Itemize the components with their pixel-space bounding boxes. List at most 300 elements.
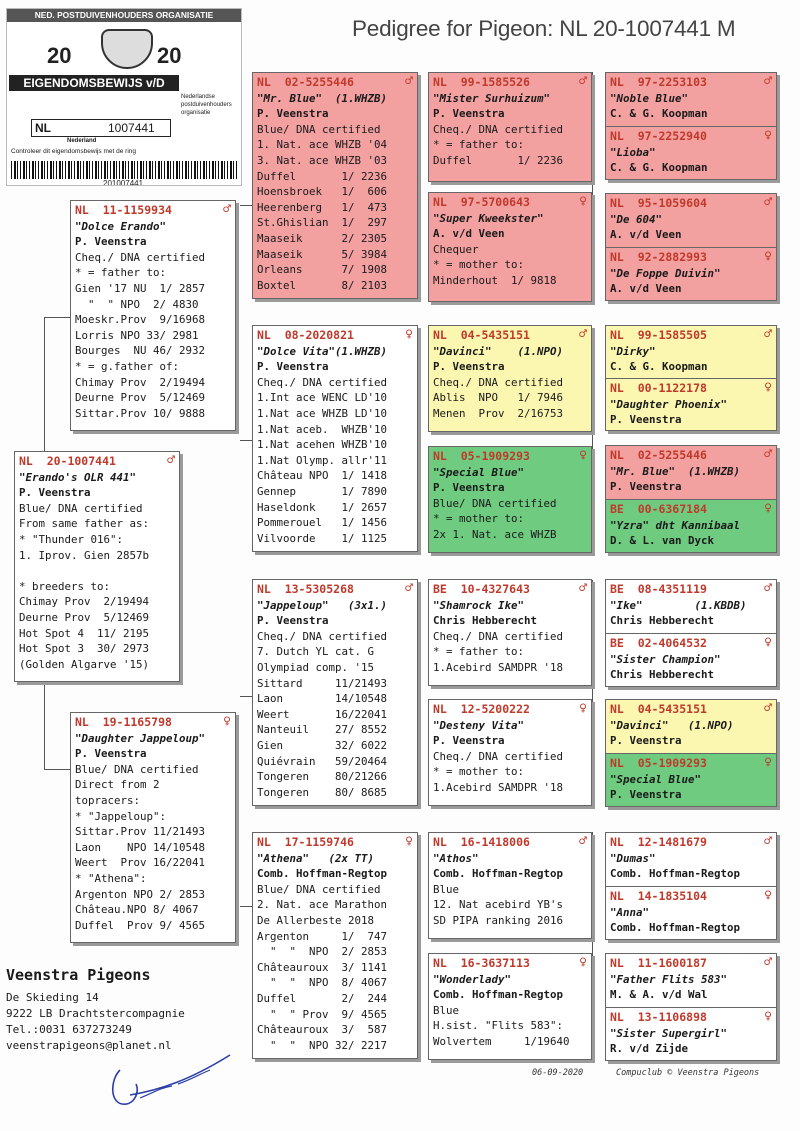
card-line: Duffel 1/ 2236 [257,169,388,183]
card-line: Pommerouel 1/ 1456 [257,516,388,530]
signature-icon [100,1040,240,1120]
card-line: Olympiad comp. '15 [257,660,375,674]
card-line: Sittard 11/21493 [257,676,388,690]
owner-name: P. Veenstra [257,614,329,628]
sex-icon: ♀ [764,129,772,143]
owner-name: Chris Hebberecht [433,614,538,628]
certificate-title: EIGENDOMSBEWIJS v/D RING [9,75,179,91]
card-line: Blue/ DNA certified [19,501,143,515]
g4-pair-4 [605,445,777,553]
card-line: 2x 1. Nat. ace WHZB [433,527,557,541]
connector-line [240,696,252,697]
pigeon-name: "Athena" (2x TT) [257,851,375,865]
g3-card-2 [428,192,592,302]
pigeon-name: "Erando's OLR 441" [19,470,137,484]
ancestor-entry [606,126,776,179]
pigeon-name: "De Foppe Duivin" [610,266,721,280]
owner-name: Comb. Hoffman-Regtop [433,988,564,1002]
card-line: 1.Nat acehen WHZB'10 [257,438,388,452]
owner-name: D. & L. van Dyck [610,534,715,548]
sex-icon: ♀ [579,956,587,970]
card-line: Boxtel 8/ 2103 [257,278,388,292]
ring-number: NL 16-1418006 [433,835,530,849]
sex-icon: ♂ [764,582,772,596]
card-line: Sittar.Prov 10/ 9888 [75,406,206,420]
card-line: 1. Iprov. Gien 2857b [19,548,150,562]
sire-dam-card [252,325,418,552]
sex-icon: ♀ [405,835,413,849]
card-line: * = father to: [75,266,167,280]
card-line: * = mother to: [433,765,525,779]
card-line: Château.NPO 8/ 4067 [75,903,199,917]
subject-card [14,451,180,682]
ancestor-entry [606,1007,776,1060]
ring-number: NL 20-1007441 [19,454,116,468]
card-header [257,835,413,851]
card-line: Cheq./ DNA certified [75,250,206,264]
card-line [19,563,175,579]
owner-name: Comb. Hoffman-Regtop [610,921,741,935]
card-line: Chimay Prov 2/19494 [75,375,206,389]
card-line: Hot Spot 4 11/ 2195 [19,626,150,640]
card-header [610,196,772,212]
owner-name: P. Veenstra [433,734,505,748]
g3-card-8 [428,953,592,1060]
card-line: " " NPO 2/ 2853 [257,945,388,959]
card-line: Weert 16/22041 [257,707,388,721]
ring-number: BE 10-4327643 [433,582,530,596]
certificate-year-right: 20 [157,43,182,68]
card-line: Château NPO 1/ 1418 [257,469,388,483]
sex-icon: ♀ [405,328,413,342]
pigeon-name: "Sister Champion" [610,652,721,666]
card-line: Ablis NPO 1/ 7946 [433,391,564,405]
card-header [610,1010,772,1026]
card-line: * "Jappeloup": [75,809,167,823]
certificate-ring-number [31,119,171,137]
card-line: Deurne Prov 5/12469 [75,391,206,405]
card-line: Deurne Prov 5/12469 [19,610,150,624]
ring-number: NL 99-1585526 [433,75,530,89]
pigeon-name: "Lioba" [610,145,656,159]
g3-card-5 [428,579,592,686]
ring-number: NL 12-1481679 [610,835,707,849]
ring-number: NL 11-1159934 [75,203,172,217]
card-line: (Golden Algarve '15) [19,657,150,671]
card-line: Hot Spot 3 30/ 2973 [19,642,150,656]
ancestor-entry [606,378,776,430]
card-line: Orleans 7/ 1908 [257,263,388,277]
pigeon-name: "Wonderlady" [433,972,512,986]
ancestor-entry [606,326,776,378]
card-header [75,715,231,731]
card-line: From same father as: [19,517,150,531]
barcode [11,161,239,179]
card-line: 1.Int ace WENC LD'10 [257,391,388,405]
card-line: Châteauroux 3/ 1141 [257,960,388,974]
card-header [610,636,772,652]
g4-pair-8 [605,953,777,1061]
pigeon-name: "Special Blue" [610,772,702,786]
dam-sire-card [252,579,418,806]
card-line: Lorris NPO 33/ 2981 [75,328,199,342]
card-header [433,956,587,972]
card-line: * = mother to: [433,258,525,272]
sire-sire-card [252,72,418,299]
card-header [433,328,587,344]
sex-icon: ♀ [764,502,772,516]
sex-icon: ♂ [579,328,587,342]
owner-name: P. Veenstra [257,107,329,121]
ancestor-entry [606,499,776,552]
connector-line [592,328,593,554]
card-line: Heerenberg 1/ 473 [257,200,388,214]
card-header [610,75,772,91]
owner-name: P. Veenstra [610,788,682,802]
ring-number: NL 97-2252940 [610,129,707,143]
card-header [75,203,231,219]
card-line: " " NPO 32/ 2217 [257,1038,388,1052]
card-line: Chimay Prov 2/19494 [19,595,150,609]
card-header [610,328,772,344]
card-line: Duffel 1/ 2236 [433,153,564,167]
owner-name: C. & G. Koopman [610,161,708,175]
owner-name: P. Veenstra [75,235,147,249]
card-line: 1.Acebird SAMDPR '18 [433,780,564,794]
card-line: * breeders to: [19,579,111,593]
owner-name: P. Veenstra [257,360,329,374]
connector-line [592,580,593,806]
breeder-name: Veenstra Pigeons [6,966,151,984]
certificate-country: Nederland [67,138,97,144]
lion-crest-icon [101,29,153,69]
ancestor-entry [606,194,776,247]
sex-icon: ♀ [579,702,587,716]
card-line: Cheq./ DNA certified [433,375,564,389]
g4-pair-2 [605,193,777,301]
card-line: Tongeren 80/ 8685 [257,785,388,799]
owner-name: P. Veenstra [610,480,682,494]
card-line: Direct from 2 [75,778,160,792]
card-header [610,381,772,397]
ring-number: NL 00-1122178 [610,381,707,395]
sex-icon: ♀ [764,1010,772,1024]
owner-name: Comb. Hoffman-Regtop [433,867,564,881]
owner-name: P. Veenstra [433,360,505,374]
card-header [19,454,175,470]
ancestor-entry [606,954,776,1007]
mother-card [70,712,236,943]
card-line: Quiévrain 59/20464 [257,754,388,768]
card-line: Blue/ DNA certified [257,122,381,136]
pigeon-name: "Anna" [610,905,650,919]
ring-number: NL 97-5700643 [433,195,530,209]
card-line: Cheq./ DNA certified [257,629,388,643]
pigeon-name: "Shamrock Ike" [433,598,525,612]
ancestor-entry [606,700,776,753]
owner-name: M. & A. v/d Wal [610,988,708,1002]
card-line: Duffel Prov 9/ 4565 [75,918,206,932]
connector-line [240,205,252,206]
ring-number: NL 14-1835104 [610,889,707,903]
card-header [433,449,587,465]
g4-pair-7 [605,832,777,940]
g3-card-3 [428,325,592,432]
card-header [433,582,587,598]
owner-name: P. Veenstra [610,734,682,748]
card-line: Vilvoorde 1/ 1125 [257,531,388,545]
card-line: 12. Nat acebird YB's [433,898,564,912]
card-line: Blue/ DNA certified [433,496,557,510]
credit: Compuclub © Veenstra Pigeons [616,1068,760,1078]
pigeon-name: "Special Blue" [433,465,525,479]
sex-icon: ♂ [764,328,772,342]
ring-number: NL 05-1909293 [610,756,707,770]
pigeon-name: "Father Flits 583" [610,972,728,986]
card-line: Weert Prov 16/22041 [75,856,206,870]
owner-name: A. v/d Veen [610,282,682,296]
card-line: 1.Nat Olymp. allr'11 [257,453,388,467]
ring-number: NL 16-3637113 [433,956,530,970]
sex-icon: ♂ [764,835,772,849]
g3-card-1 [428,72,592,182]
connector-line [44,769,70,770]
connector-line [240,906,252,907]
card-header [610,448,772,464]
sex-icon: ♂ [764,956,772,970]
ring-number: NL 13-1106898 [610,1010,707,1024]
ring-number: BE 00-6367184 [610,502,707,516]
card-line: Wolvertem 1/19640 [433,1034,570,1048]
card-line: Duffel 2/ 244 [257,991,388,1005]
ancestor-entry [606,247,776,300]
ring-number: NL 02-5255446 [257,75,354,89]
connector-line [592,832,593,1058]
pigeon-name: "Jappeloup" (3x1.) [257,598,388,612]
card-line: SD PIPA ranking 2016 [433,913,564,927]
pigeon-name: "Daughter Jappeloup" [75,731,206,745]
card-header [433,195,587,211]
sex-icon: ♂ [764,75,772,89]
card-header [433,835,587,851]
owner-name: Comb. Hoffman-Regtop [610,867,741,881]
certificate-control-text: Controleer dit eigendomsbewijs met de ring [11,148,137,155]
ancestor-entry [606,73,776,126]
card-line: Sittar.Prov 11/21493 [75,825,206,839]
ring-number: NL 04-5435151 [433,328,530,342]
card-line: Laon NPO 14/10548 [75,840,206,854]
g4-pair-6 [605,699,777,807]
ring-number: 1007441 [108,121,155,135]
card-header [433,702,587,718]
card-line: Nanteuil 27/ 8552 [257,723,388,737]
sex-icon: ♀ [764,250,772,264]
card-header [610,956,772,972]
owner-name: P. Veenstra [610,413,682,427]
owner-name: A. v/d Veen [433,227,505,241]
sex-icon: ♀ [579,195,587,209]
pigeon-name: "Dumas" [610,851,656,865]
ancestor-entry [606,833,776,886]
sex-icon: ♂ [405,75,413,89]
sex-icon: ♂ [223,203,231,217]
pigeon-name: "Sister Supergirl" [610,1026,728,1040]
pigeon-name: "Yzra" dht Kannibaal [610,518,741,532]
card-line: Maaseik 5/ 3984 [257,247,388,261]
certificate-year-left: 20 [47,43,72,68]
card-line: Chequer [433,242,479,256]
sex-icon: ♂ [579,835,587,849]
card-line: Haseldonk 1/ 2657 [257,500,388,514]
ring-number: NL 19-1165798 [75,715,172,729]
pigeon-name: "Noble Blue" [610,91,689,105]
card-line: De Allerbeste 2018 [257,913,375,927]
print-date: 06-09-2020 [532,1068,584,1078]
sex-icon: ♂ [764,196,772,210]
ancestor-entry [606,580,776,633]
owner-name: A. v/d Veen [610,228,682,242]
g4-pair-5 [605,579,777,687]
card-line: 3. Nat. ace WHZB '03 [257,153,388,167]
ancestor-entry [606,886,776,939]
card-line: Cheq./ DNA certified [433,122,564,136]
pigeon-name: "Davinci" (1.NPO) [610,718,734,732]
sex-icon: ♂ [167,454,175,468]
ring-number: NL 13-5305268 [257,582,354,596]
ring-certificate [6,8,242,186]
pigeon-name: "Desteny Vita" [433,718,525,732]
g3-card-6 [428,699,592,806]
card-line: Gien 32/ 6022 [257,738,388,752]
card-header [257,582,413,598]
card-line: * = father to: [433,645,525,659]
ancestor-entry [606,446,776,499]
sex-icon: ♂ [405,582,413,596]
card-line: Argenton 1/ 747 [257,929,388,943]
card-header [610,889,772,905]
address-line-2: 9222 LB Drachtstercompagnie [6,1007,185,1020]
card-line: Gien '17 NU 1/ 2857 [75,281,206,295]
sex-icon: ♂ [764,448,772,462]
certificate-side-text: Nederlandse postduivenhouders organisatie [181,94,232,116]
card-line: Moeskr.Prov 9/16968 [75,313,206,327]
card-line: Blue [433,882,460,896]
owner-name: P. Veenstra [75,747,147,761]
g3-card-7 [428,832,592,939]
card-header [610,502,772,518]
card-line: * "Athena": [75,871,147,885]
card-line: " " Prov 9/ 4565 [257,1007,388,1021]
card-line: 2. Nat. ace Marathon [257,898,388,912]
card-header [610,702,772,718]
ring-number: NL 17-1159746 [257,835,354,849]
card-line: " " NPO 2/ 4830 [75,297,199,311]
ring-number: NL 92-2882993 [610,250,707,264]
pigeon-name: "Dolce Erando" [75,219,167,233]
owner-name: P. Veenstra [433,107,505,121]
card-header [257,75,413,91]
pigeon-name: "Super Kweekster" [433,211,544,225]
barcode-number: 201007441 [103,179,144,186]
ring-number: NL 02-5255446 [610,448,707,462]
sex-icon: ♂ [579,582,587,596]
owner-name: P. Veenstra [19,486,91,500]
card-line: Cheq./ DNA certified [433,749,564,763]
card-line: Bourges NU 46/ 2932 [75,344,206,358]
card-line: topracers: [75,793,141,807]
ring-number: NL 95-1059604 [610,196,707,210]
card-line: 7. Dutch YL cat. G [257,645,375,659]
pigeon-name: "Mr. Blue" (1.WHZB) [610,464,741,478]
ring-number: NL 99-1585505 [610,328,707,342]
sex-icon: ♂ [764,702,772,716]
pigeon-name: "Mister Surhuizum" [433,91,551,105]
pigeon-name: "De 604" [610,212,663,226]
pigeon-name: "Mr. Blue" (1.WHZB) [257,91,388,105]
card-line: St.Ghislian 1/ 297 [257,216,388,230]
page-title: Pedigree for Pigeon: NL 20-1007441 M [352,16,736,41]
sex-icon: ♀ [764,889,772,903]
ring-number: NL 11-1600187 [610,956,707,970]
card-header [433,75,587,91]
card-line: Châteauroux 3/ 587 [257,1023,388,1037]
owner-name: Chris Hebberecht [610,614,715,628]
card-header [610,582,772,598]
ring-number: BE 08-4351119 [610,582,707,596]
pigeon-name: "Davinci" (1.NPO) [433,344,564,358]
owner-name: Comb. Hoffman-Regtop [257,867,388,881]
card-line: 1. Nat. ace WHZB '04 [257,138,388,152]
ring-number: NL 12-5200222 [433,702,530,716]
card-line: Menen Prov 2/16753 [433,406,564,420]
connector-line [592,72,593,302]
card-line: Minderhout 1/ 9818 [433,273,557,287]
g3-card-4 [428,446,592,553]
card-header [257,328,413,344]
pigeon-name: "Dolce Vita"(1.WHZB) [257,344,388,358]
ring-country: NL [35,121,51,135]
card-line: * "Thunder 016": [19,532,124,546]
card-line: Blue/ DNA certified [75,762,199,776]
owner-name: Chris Hebberecht [610,668,715,682]
card-line: 1.Nat aceb. WHZB'10 [257,422,388,436]
pigeon-name: "Athos" [433,851,479,865]
card-line: Blue/ DNA certified [257,882,381,896]
sex-icon: ♀ [764,756,772,770]
owner-name: C. & G. Koopman [610,107,708,121]
phone: Tel.:0031 637273249 [6,1023,132,1036]
card-line: * = g.father of: [75,359,180,373]
card-line: 1.Nat ace WHZB LD'10 [257,406,388,420]
father-card [70,200,236,431]
ancestor-entry [606,633,776,686]
ring-number: NL 97-2253103 [610,75,707,89]
card-line: Blue [433,1003,460,1017]
card-line: H.sist. "Flits 583": [433,1019,564,1033]
sex-icon: ♀ [579,449,587,463]
email[interactable]: veenstrapigeons@planet.nl [6,1039,172,1052]
pigeon-name: "Ike" (1.KBDB) [610,598,747,612]
sex-icon: ♀ [764,636,772,650]
ring-number: BE 02-4064532 [610,636,707,650]
sex-icon: ♀ [764,381,772,395]
card-line: 1.Acebird SAMDPR '18 [433,660,564,674]
card-line: Gennep 1/ 7890 [257,484,388,498]
pigeon-name: "Dirky" [610,344,656,358]
sex-icon: ♂ [579,75,587,89]
card-line: Laon 14/10548 [257,692,388,706]
card-line: * = mother to: [433,512,525,526]
